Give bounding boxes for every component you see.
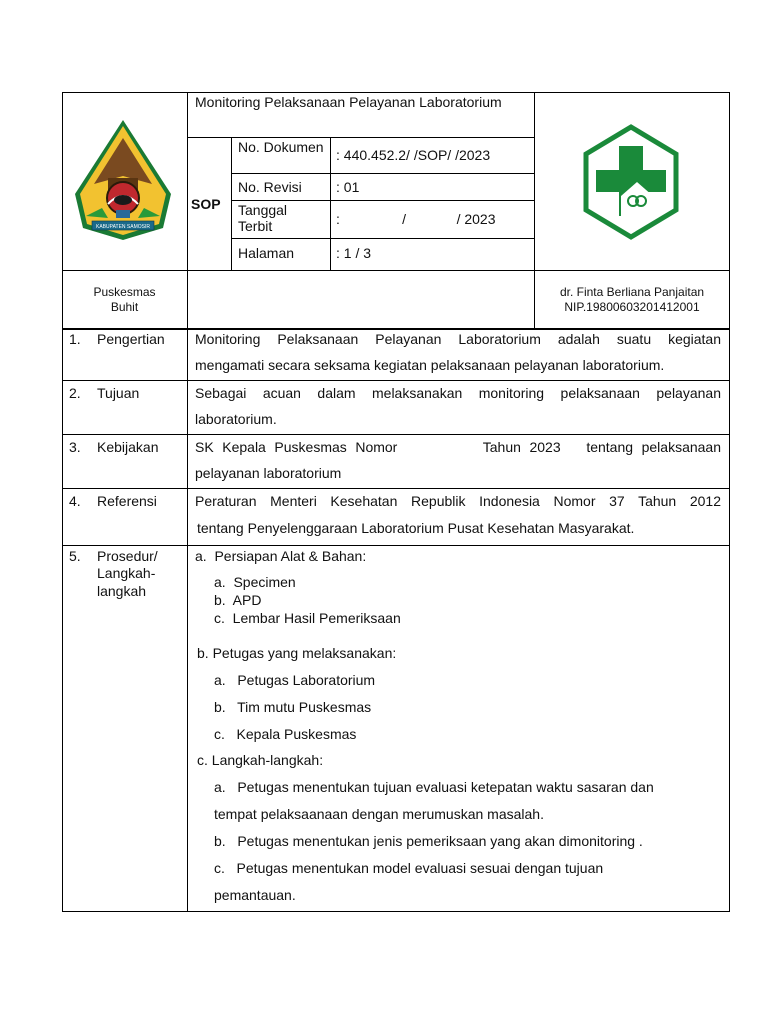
label-column-divider	[187, 92, 188, 912]
org-name-line1: Puskesmas	[93, 285, 156, 299]
title-divider	[187, 137, 534, 138]
section-label-line2: Langkah-	[97, 565, 156, 581]
field-label-tanggal-terbit: Tanggal Terbit	[238, 202, 288, 234]
table-border-right	[729, 92, 730, 912]
field-divider-2	[231, 200, 534, 201]
list-item: c. Kepala Puskesmas	[214, 726, 357, 742]
table-border-top	[62, 92, 730, 93]
list-item: a. Specimen	[214, 574, 296, 590]
subsection-langkah-title: c. Langkah-langkah:	[197, 752, 324, 768]
field-value-no-revisi: : 01	[336, 179, 360, 195]
section-text-line2: laboratorium.	[195, 411, 277, 427]
section-text-line2: pelayanan laboratorium	[195, 465, 342, 481]
header-divider	[62, 270, 730, 271]
field-value-tanggal-terbit: : / / 2023	[336, 211, 496, 227]
samosir-regency-logo	[72, 118, 174, 242]
row-divider-1	[62, 380, 730, 381]
table-border-bottom	[62, 911, 730, 912]
org-name-line2: Buhit	[110, 300, 139, 314]
logo-banner-text: KABUPATEN SAMOSIR	[96, 224, 150, 230]
signer-name: dr. Finta Berliana Panjaitan	[559, 285, 705, 299]
field-divider-3	[231, 238, 534, 239]
field-label-halaman: Halaman	[238, 245, 295, 261]
field-value-divider	[330, 137, 331, 270]
section-label-line1: Prosedur/	[97, 548, 158, 564]
list-item: a. Petugas menentukan tujuan evaluasi ketepatan waktu sasaran dan	[214, 779, 654, 795]
section-label-line3: langkah	[97, 583, 147, 599]
subsection-alat-bahan-title: a. Persiapan Alat & Bahan:	[195, 548, 367, 564]
section-number: 4.	[69, 493, 81, 509]
section-label: Tujuan	[97, 385, 140, 401]
section-text-line1: SK Kepala Puskesmas Nomor Tahun 2023 tentang pelaksanaan	[195, 439, 721, 455]
section-label: Referensi	[97, 493, 157, 509]
puskesmas-logo	[581, 124, 681, 240]
section-label: Kebijakan	[97, 439, 159, 455]
section-text-line1: Peraturan Menteri Kesehatan Republik Indonesia Nomor 37 Tahun 2012	[195, 493, 721, 509]
signer-nip: NIP.19800603201412001	[564, 300, 700, 314]
list-item-continuation: tempat pelaksaanaan dengan merumuskan masalah.	[214, 806, 544, 822]
list-item: a. Petugas Laboratorium	[214, 672, 376, 688]
samosir-emblem-icon	[72, 118, 174, 242]
row-divider-2	[62, 434, 730, 435]
section-text-line2: mengamati secara seksama kegiatan pelaksanaan pelayanan laboratorium.	[195, 357, 665, 373]
list-item: b. Tim mutu Puskesmas	[214, 699, 372, 715]
table-border-left	[62, 92, 63, 912]
list-item: b. APD	[214, 592, 262, 608]
puskesmas-cross-icon	[581, 124, 681, 240]
sop-label: SOP	[191, 196, 221, 212]
sop-divider	[231, 137, 232, 270]
section-number: 3.	[69, 439, 81, 455]
section-text-line1: Sebagai acuan dalam melaksanakan monitoring pelaksanaan pelayanan	[195, 385, 721, 401]
list-item: b. Petugas menentukan jenis pemeriksaan yang akan dimonitoring .	[214, 833, 643, 849]
section-text-line2: tentang Penyelenggaraan Laboratorium Pusat Kesehatan Masyarakat.	[197, 520, 635, 536]
list-item-continuation: pemantauan.	[214, 887, 296, 903]
row-divider-4	[62, 545, 730, 546]
section-number: 5.	[69, 548, 81, 564]
row-divider-3	[62, 488, 730, 489]
field-label-no-revisi: No. Revisi	[238, 179, 302, 195]
field-value-halaman: : 1 / 3	[336, 245, 372, 261]
section-label: Pengertian	[97, 331, 165, 347]
section-number: 2.	[69, 385, 81, 401]
field-label-no-dokumen: No. Dokumen	[238, 139, 324, 155]
list-item: c. Lembar Hasil Pemeriksaan	[214, 610, 401, 626]
section-text-line1: Monitoring Pelaksanaan Pelayanan Laboratorium adalah suatu kegiatan	[195, 331, 721, 347]
field-divider-1	[231, 173, 534, 174]
section-number: 1.	[69, 331, 81, 347]
header-bottom-border	[62, 328, 730, 330]
list-item: c. Petugas menentukan model evaluasi sesuai dengan tujuan	[214, 860, 604, 876]
document-title: Monitoring Pelaksanaan Pelayanan Laboratorium	[195, 94, 502, 110]
field-value-no-dokumen: : 440.452.2/ /SOP/ /2023	[336, 147, 491, 163]
subsection-petugas-title: b. Petugas yang melaksanakan:	[197, 645, 397, 661]
